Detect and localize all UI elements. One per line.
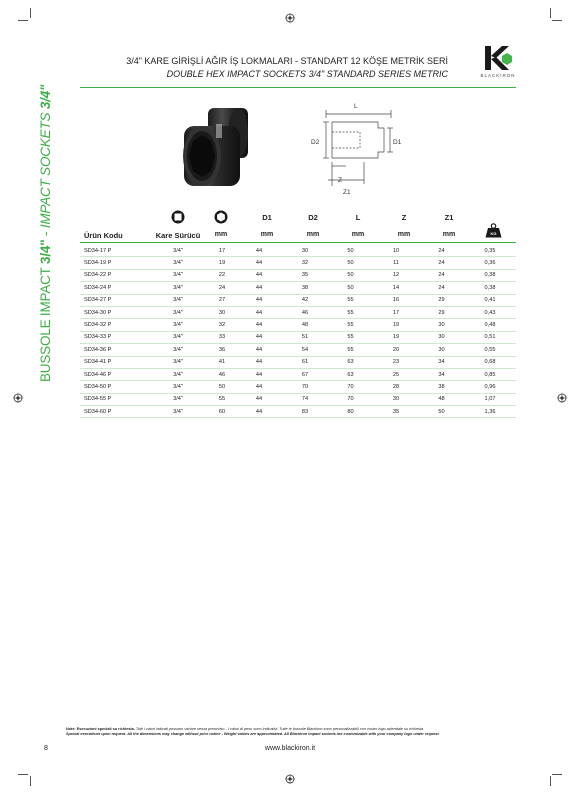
cell-z: 35 <box>373 406 419 418</box>
cell-z: 17 <box>373 306 419 318</box>
cell-z1: 24 <box>419 282 464 294</box>
page-title-en: DOUBLE HEX IMPACT SOCKETS 3/4" STANDARD SERIES METRIC <box>166 69 448 79</box>
cell-weight: 0,55 <box>464 344 516 356</box>
cell-d2: 74 <box>282 393 328 405</box>
cell-z1: 24 <box>419 257 464 269</box>
crop-mark <box>550 8 551 18</box>
col-header-code: Ürün Kodu <box>84 231 123 240</box>
cell-code: SD34-17 P <box>80 245 148 257</box>
cell-code: SD34-50 P <box>80 381 148 393</box>
cell-z1: 38 <box>419 381 464 393</box>
cell-d1: 44 <box>236 269 282 281</box>
note-it: Tutti i valori indicati possono variare senza preavviso - I valori di peso sono indicativi. Tutte le bussole Blackiron sono personalizzabili con vostro logo aziendale su richiesta. <box>134 727 425 731</box>
cell-d1: 44 <box>236 406 282 418</box>
cell-drive: 3/4" <box>148 294 208 306</box>
col-header-drive: Kare Sürücü <box>155 231 201 240</box>
cell-z1: 34 <box>419 356 464 368</box>
col-unit-z: mm <box>397 231 411 238</box>
side-title-it: BUSSOLE IMPACT <box>38 263 53 382</box>
specs-table <box>80 245 516 418</box>
cell-d1: 44 <box>236 306 282 318</box>
cell-d1: 44 <box>236 393 282 405</box>
cell-drive: 3/4" <box>148 406 208 418</box>
cell-size: 46 <box>208 368 236 380</box>
cell-z: 23 <box>373 356 419 368</box>
cell-l: 70 <box>328 381 373 393</box>
cell-code: SD34-41 P <box>80 356 148 368</box>
cell-z: 20 <box>373 344 419 356</box>
col-unit-d1: mm <box>260 231 274 238</box>
cell-weight: 1,07 <box>464 393 516 405</box>
crop-mark <box>30 8 31 18</box>
page-title-tr: 3/4" KARE GİRİŞLİ AĞIR İŞ LOKMALARI - STANDART 12 KÖŞE METRİK SERİ <box>126 56 448 66</box>
side-title-size-en: 3/4" <box>38 84 53 110</box>
cell-d2: 46 <box>282 306 328 318</box>
cell-drive: 3/4" <box>148 257 208 269</box>
socket-photo-image <box>178 104 256 192</box>
registration-mark-icon <box>557 393 567 403</box>
side-title-size: 3/4" <box>38 239 53 264</box>
cell-drive: 3/4" <box>148 319 208 331</box>
cell-l: 80 <box>328 406 373 418</box>
crop-mark <box>550 776 551 786</box>
cell-size: 60 <box>208 406 236 418</box>
cell-z1: 24 <box>419 269 464 281</box>
cell-l: 50 <box>328 245 373 257</box>
specs-table-body <box>80 245 516 418</box>
cell-l: 55 <box>328 319 373 331</box>
cell-d2: 35 <box>282 269 328 281</box>
cell-weight: 0,41 <box>464 294 516 306</box>
col-header-z1: Z1 <box>444 213 454 222</box>
website-link[interactable]: www.blackiron.it <box>264 745 316 752</box>
cell-d2: 48 <box>282 319 328 331</box>
table-row <box>80 344 516 356</box>
col-header-d2: D2 <box>308 213 318 222</box>
cell-size: 33 <box>208 331 236 343</box>
cell-d1: 44 <box>236 356 282 368</box>
table-row <box>80 282 516 294</box>
col-header-l: L <box>355 213 361 222</box>
cell-d1: 44 <box>236 282 282 294</box>
cell-drive: 3/4" <box>148 269 208 281</box>
table-row <box>80 356 516 368</box>
cell-code: SD34-19 P <box>80 257 148 269</box>
cell-drive: 3/4" <box>148 381 208 393</box>
crop-mark <box>18 20 28 21</box>
cell-d2: 54 <box>282 344 328 356</box>
cell-weight: 0,48 <box>464 319 516 331</box>
cell-d1: 44 <box>236 368 282 380</box>
cell-weight: 0,68 <box>464 356 516 368</box>
dim-label-d2: D2 <box>311 139 320 146</box>
cell-d2: 67 <box>282 368 328 380</box>
cell-d2: 61 <box>282 356 328 368</box>
cell-z: 28 <box>373 381 419 393</box>
cell-d2: 83 <box>282 406 328 418</box>
registration-mark-icon <box>13 393 23 403</box>
cell-code: SD34-33 P <box>80 331 148 343</box>
page-number: 8 <box>44 745 48 752</box>
cell-drive: 3/4" <box>148 393 208 405</box>
cell-code: SD34-60 P <box>80 406 148 418</box>
cell-d2: 30 <box>282 245 328 257</box>
table-header-divider <box>80 242 516 243</box>
cell-d2: 42 <box>282 294 328 306</box>
cell-z1: 50 <box>419 406 464 418</box>
cell-z: 10 <box>373 245 419 257</box>
cell-weight: 0,85 <box>464 368 516 380</box>
cell-size: 19 <box>208 257 236 269</box>
cell-size: 50 <box>208 381 236 393</box>
cell-d1: 44 <box>236 294 282 306</box>
cell-l: 50 <box>328 282 373 294</box>
cell-size: 30 <box>208 306 236 318</box>
socket-technical-drawing <box>298 100 418 200</box>
cell-l: 70 <box>328 393 373 405</box>
cell-size: 41 <box>208 356 236 368</box>
dim-label-z1: Z1 <box>343 189 351 196</box>
cell-drive: 3/4" <box>148 245 208 257</box>
cell-z: 14 <box>373 282 419 294</box>
cell-code: SD34-22 P <box>80 269 148 281</box>
logo-text: BLACKIRON <box>480 73 516 78</box>
cell-code: SD34-36 P <box>80 344 148 356</box>
cell-z: 19 <box>373 331 419 343</box>
crop-mark <box>552 774 562 775</box>
cell-weight: 0,35 <box>464 245 516 257</box>
cell-l: 55 <box>328 344 373 356</box>
col-header-z: Z <box>401 213 407 222</box>
cell-weight: 0,43 <box>464 306 516 318</box>
col-header-d1: D1 <box>262 213 272 222</box>
cell-z: 19 <box>373 319 419 331</box>
blackiron-logo-icon <box>478 44 518 86</box>
cell-size: 17 <box>208 245 236 257</box>
cell-d2: 70 <box>282 381 328 393</box>
side-title <box>38 70 58 390</box>
cell-d1: 44 <box>236 344 282 356</box>
cell-size: 24 <box>208 282 236 294</box>
note-label: Note: <box>66 727 76 731</box>
cell-z1: 34 <box>419 368 464 380</box>
cell-d2: 51 <box>282 331 328 343</box>
footer-note <box>66 727 526 737</box>
cell-z1: 24 <box>419 245 464 257</box>
table-row <box>80 393 516 405</box>
cell-d1: 44 <box>236 381 282 393</box>
header-divider <box>80 87 516 88</box>
cell-weight: 0,36 <box>464 257 516 269</box>
dim-label-l: L <box>354 103 358 110</box>
cell-size: 32 <box>208 319 236 331</box>
table-row <box>80 381 516 393</box>
registration-mark-icon <box>285 774 295 784</box>
cell-weight: 0,38 <box>464 282 516 294</box>
cell-d1: 44 <box>236 319 282 331</box>
table-row <box>80 306 516 318</box>
cell-l: 55 <box>328 306 373 318</box>
dim-label-d1: D1 <box>393 139 402 146</box>
cell-weight: 1,36 <box>464 406 516 418</box>
weight-icon-label: KG <box>490 231 497 236</box>
cell-d1: 44 <box>236 245 282 257</box>
cell-code: SD34-24 P <box>80 282 148 294</box>
cell-code: SD34-30 P <box>80 306 148 318</box>
cell-weight: 0,38 <box>464 269 516 281</box>
table-row <box>80 245 516 257</box>
side-title-text <box>38 85 53 382</box>
table-row <box>80 406 516 418</box>
cell-code: SD34-27 P <box>80 294 148 306</box>
cell-d1: 44 <box>236 331 282 343</box>
cell-z1: 48 <box>419 393 464 405</box>
cell-size: 22 <box>208 269 236 281</box>
cell-z1: 30 <box>419 331 464 343</box>
cell-d1: 44 <box>236 257 282 269</box>
table-row <box>80 257 516 269</box>
col-unit-d2: mm <box>306 231 320 238</box>
col-unit-size: mm <box>214 231 228 238</box>
cell-code: SD34-55 P <box>80 393 148 405</box>
hex-size-icon <box>214 210 228 224</box>
cell-z: 16 <box>373 294 419 306</box>
cell-l: 55 <box>328 294 373 306</box>
table-row <box>80 331 516 343</box>
note-en: Special executions upon request. All the dimensions may change without prior notice - Weight values are approximated. All Blackiron impact sockets are customizable with your company logo under request. <box>66 732 440 737</box>
cell-l: 63 <box>328 368 373 380</box>
cell-drive: 3/4" <box>148 331 208 343</box>
table-row <box>80 319 516 331</box>
dim-label-z: Z <box>338 177 342 184</box>
note-it-bold: Esecuzioni speciali su richiesta. <box>76 727 135 731</box>
cell-z1: 30 <box>419 344 464 356</box>
crop-mark <box>30 776 31 786</box>
crop-mark <box>18 774 28 775</box>
cell-size: 55 <box>208 393 236 405</box>
cell-z1: 30 <box>419 319 464 331</box>
table-row <box>80 269 516 281</box>
cell-z: 12 <box>373 269 419 281</box>
cell-z1: 29 <box>419 294 464 306</box>
col-unit-z1: mm <box>442 231 456 238</box>
cell-code: SD34-46 P <box>80 368 148 380</box>
side-title-en: IMPACT SOCKETS <box>38 109 53 229</box>
cell-drive: 3/4" <box>148 344 208 356</box>
cell-l: 50 <box>328 257 373 269</box>
cell-drive: 3/4" <box>148 356 208 368</box>
cell-drive: 3/4" <box>148 306 208 318</box>
cell-d2: 32 <box>282 257 328 269</box>
table-row <box>80 368 516 380</box>
cell-drive: 3/4" <box>148 368 208 380</box>
side-title-sep: - <box>38 228 53 240</box>
crop-mark <box>552 20 562 21</box>
cell-drive: 3/4" <box>148 282 208 294</box>
cell-z: 11 <box>373 257 419 269</box>
table-row <box>80 294 516 306</box>
cell-size: 36 <box>208 344 236 356</box>
cell-d2: 38 <box>282 282 328 294</box>
square-drive-icon <box>171 210 185 224</box>
col-unit-l: mm <box>351 231 365 238</box>
cell-l: 55 <box>328 331 373 343</box>
cell-z: 25 <box>373 368 419 380</box>
cell-z: 30 <box>373 393 419 405</box>
registration-mark-icon <box>285 13 295 23</box>
cell-code: SD34-32 P <box>80 319 148 331</box>
cell-weight: 0,51 <box>464 331 516 343</box>
cell-z1: 29 <box>419 306 464 318</box>
cell-weight: 0,96 <box>464 381 516 393</box>
cell-size: 27 <box>208 294 236 306</box>
cell-l: 50 <box>328 269 373 281</box>
cell-l: 63 <box>328 356 373 368</box>
